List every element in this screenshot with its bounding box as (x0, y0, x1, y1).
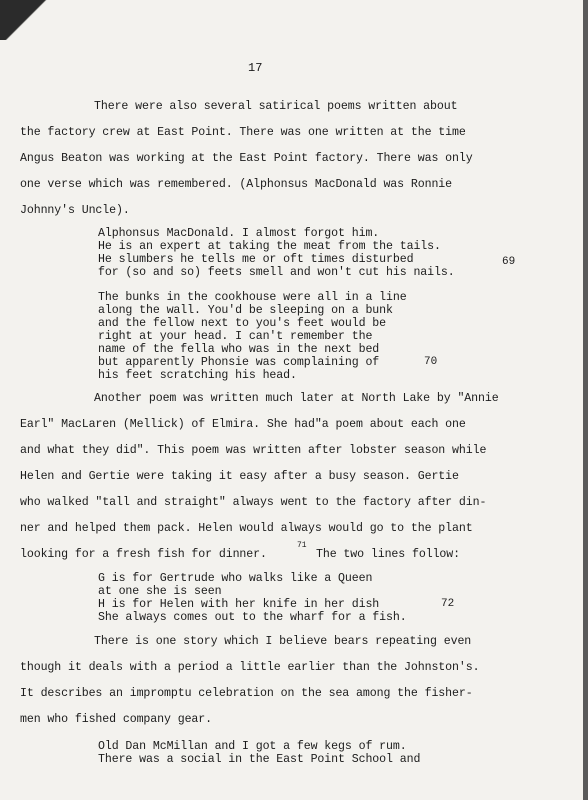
quote-line: Alphonsus MacDonald. I almost forgot him. (98, 227, 380, 240)
quote-line: He is an expert at taking the meat from the tails. (98, 240, 441, 253)
scan-corner-fold (0, 0, 60, 40)
quote-line: and the fellow next to you's feet would be (98, 317, 387, 330)
quote-line: Old Dan McMillan and I got a few kegs of rum. (98, 740, 407, 753)
text-line: Earl" MacLaren (Mellick) of Elmira. She had"a poem about each one (20, 418, 466, 431)
quote-line: name of the fella who was in the next bed (98, 343, 380, 356)
quote-line: He slumbers he tells me or oft times disturbed (98, 253, 414, 266)
quote-line: right at your head. I can't remember the (98, 330, 373, 343)
quote-line: but apparently Phonsie was complaining of (98, 356, 380, 369)
quote-line: G is for Gertrude who walks like a Queen (98, 572, 373, 585)
quote-line: H is for Helen with her knife in her dish (98, 598, 380, 611)
text-line: who walked "tall and straight" always went to the factory after din- (20, 496, 487, 509)
text-line: Another poem was written much later at North Lake by "Annie (94, 392, 499, 405)
footnote-marker: 72 (441, 598, 455, 610)
quote-line: There was a social in the East Point School and (98, 753, 421, 766)
text-line: the factory crew at East Point. There was one written at the time (20, 126, 466, 139)
quote-line: his feet scratching his head. (98, 369, 297, 382)
quote-line: The bunks in the cookhouse were all in a line (98, 291, 407, 304)
text-line: though it deals with a period a little earlier than the Johnston's. (20, 661, 480, 674)
text-line: Johnny's Uncle). (20, 204, 130, 217)
text-line: There were also several satirical poems written about (94, 100, 458, 113)
text-line: Helen and Gertie were taking it easy after a busy season. Gertie (20, 470, 459, 483)
footnote-marker: 71 (297, 541, 307, 550)
quote-line: She always comes out to the wharf for a fish. (98, 611, 407, 624)
text-line: The two lines follow: (316, 548, 461, 561)
quote-line: at one she is seen (98, 585, 222, 598)
text-line: There is one story which I believe bears repeating even (94, 635, 472, 648)
page-number: 17 (248, 61, 263, 75)
text-line: ner and helped them pack. Helen would always would go to the plant (20, 522, 473, 535)
text-line: men who fished company gear. (20, 713, 213, 726)
text-line: It describes an impromptu celebration on the sea among the fisher- (20, 687, 473, 700)
footnote-marker: 69 (502, 256, 516, 268)
text-line: and what they did". This poem was written after lobster season while (20, 444, 487, 457)
quote-line: for (so and so) feets smell and won't cut his nails. (98, 266, 455, 279)
text-line: Angus Beaton was working at the East Point factory. There was only (20, 152, 473, 165)
text-line: looking for a fresh fish for dinner. (20, 548, 267, 561)
footnote-marker: 70 (424, 356, 438, 368)
quote-line: along the wall. You'd be sleeping on a bunk (98, 304, 393, 317)
text-line: one verse which was remembered. (Alphonsus MacDonald was Ronnie (20, 178, 453, 191)
